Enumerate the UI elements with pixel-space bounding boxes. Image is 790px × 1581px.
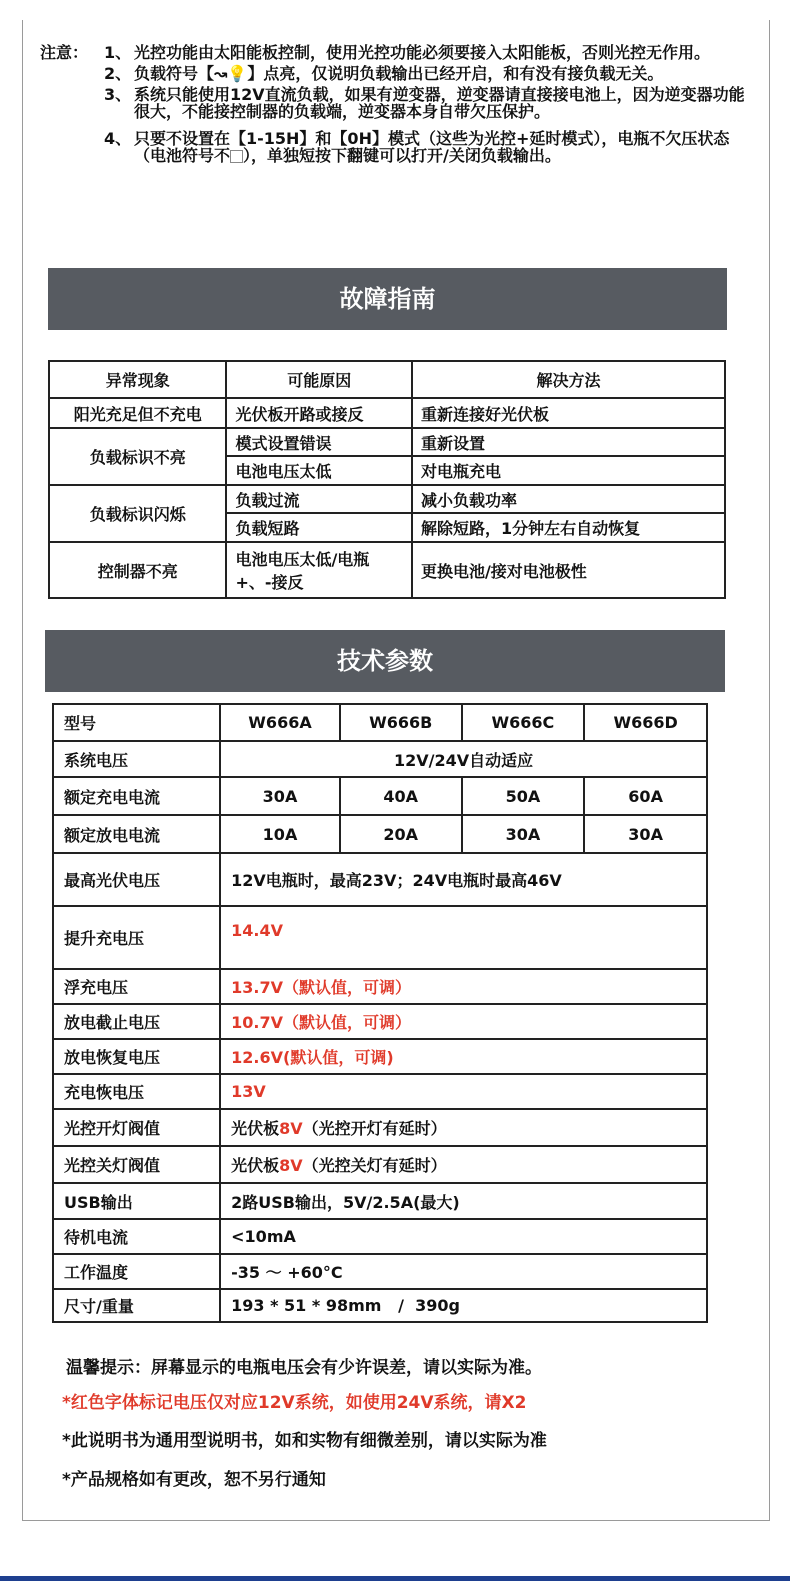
fix-cell: 解除短路，1分钟左右自动恢复 [412,513,725,542]
spec-value [220,1109,707,1146]
symptom-cell: 阳光充足但不充电 [49,398,226,428]
value-red: 8V [279,1119,303,1138]
symptom-cell: 负载标识不亮 [49,428,226,485]
spec-value: 40A [340,777,462,815]
spec-value: 13.7V（默认值，可调） [220,969,707,1004]
spec-value: 13V [220,1074,707,1109]
spec-value: 30A [462,815,585,853]
spec-label: 额定放电电流 [53,815,220,853]
spec-label: 光控关灯阀值 [53,1146,220,1183]
notes-lead: 注意： [40,43,89,62]
fault-guide-banner: 故障指南 [48,268,727,330]
specs-table [52,703,708,1323]
note-number: 3、 [104,85,132,104]
spec-label: 光控开灯阀值 [53,1109,220,1146]
value-text: （光控关灯有延时） [302,1156,447,1175]
spec-value: 12V/24V自动适应 [220,741,707,777]
footer-note-change: *产品规格如有更改，恕不另行通知 [62,1470,326,1490]
table-row [53,853,707,906]
fix-cell: 减小负载功率 [412,485,725,513]
cause-cell: 负载短路 [226,513,412,542]
table-row [53,969,707,1004]
note-1 [40,44,760,61]
footer-note-general: *此说明书为通用型说明书，如和实物有细微差别，请以实际为准 [62,1431,547,1451]
spec-label: 额定充电电流 [53,777,220,815]
spec-value: 12.6V(默认值，可调) [220,1039,707,1074]
table-row [49,542,725,598]
spec-value: 14.4V [220,906,707,969]
fix-cell: 重新设置 [412,428,725,456]
spec-value: 30A [584,815,707,853]
value-text: 光伏板 [231,1156,280,1175]
spec-label: 待机电流 [53,1219,220,1254]
notes-section [40,44,760,168]
table-row [53,1183,707,1219]
spec-value: -35 ～ +60°C [220,1254,707,1289]
spec-value: 2路USB输出，5V/2.5A(最大) [220,1183,707,1219]
load-bulb-icon: ↝💡 [214,64,248,83]
table-row [49,485,725,513]
spec-label: 提升充电压 [53,906,220,969]
spec-label: 系统电压 [53,741,220,777]
table-row [53,815,707,853]
table-row [49,398,725,428]
spec-value: 50A [462,777,585,815]
value-red: 8V [279,1156,303,1175]
table-row [53,1109,707,1146]
footer-tip: 温馨提示：屏幕显示的电瓶电压会有少许误差，请以实际为准。 [66,1358,542,1378]
table-row [53,1039,707,1074]
spec-value: 20A [340,815,462,853]
specs-banner: 技术参数 [45,630,725,692]
spec-label: USB输出 [53,1183,220,1219]
fix-cell: 重新连接好光伏板 [412,398,725,428]
spec-value: <10mA [220,1219,707,1254]
note-2 [40,65,760,82]
cause-cell: 负载过流 [226,485,412,513]
cause-cell: 电池电压太低 [226,456,412,485]
table-header-row [49,361,725,398]
table-row [53,1074,707,1109]
table-row-model [53,704,707,741]
model-cell: W666B [340,704,462,741]
value-text: （光控开灯有延时） [302,1119,447,1138]
spec-label: 型号 [53,704,220,741]
symptom-cell: 负载标识闪烁 [49,485,226,542]
note-text: 只要不设置在【1-15H】和【0H】模式（这些为光控+延时模式），电瓶不欠压状态（电池符号不 [134,129,730,165]
spec-label: 最高光伏电压 [53,853,220,906]
cause-cell: 电池电压太低/电瓶+、-接反 [226,542,412,598]
note-3 [40,86,760,120]
note-text: 】点亮，仅说明负载输出已经开启，和有没有接负载无关。 [247,64,664,83]
note-number: 4、 [104,129,132,148]
table-row [53,1254,707,1289]
spec-label: 放电恢复电压 [53,1039,220,1074]
header-cell: 解决方法 [412,361,725,398]
spec-value: 10A [220,815,340,853]
spec-label: 放电截止电压 [53,1004,220,1039]
spec-value: 60A [584,777,707,815]
table-row [49,428,725,456]
table-row [53,906,707,969]
spec-value: 30A [220,777,340,815]
cause-cell: 光伏板开路或接反 [226,398,412,428]
spec-value: 10.7V（默认值，可调） [220,1004,707,1039]
spec-value: 12V电瓶时，最高23V；24V电瓶时最高46V [220,853,707,906]
note-4 [40,130,760,164]
footer-red-note: *红色字体标记电压仅对应12V系统，如使用24V系统，请X2 [62,1393,527,1413]
bottom-decoration-strip [0,1576,790,1581]
table-row [53,1146,707,1183]
note-text: 系统只能使用12V直流负载，如果有逆变器，逆变器请直接接电池上，因为逆变器功能很大，不能接控制器的负载端，逆变器本身自带欠压保护。 [134,85,745,121]
model-cell: W666D [584,704,707,741]
table-row [53,1219,707,1254]
spec-label: 充电恢电压 [53,1074,220,1109]
cause-cell: 模式设置错误 [226,428,412,456]
fix-cell: 更换电池/接对电池极性 [412,542,725,598]
spec-value: 193 * 51 * 98mm / 390g [220,1289,707,1322]
note-text: 负载符号【 [134,64,215,83]
model-cell: W666C [462,704,585,741]
spec-value [220,1146,707,1183]
note-text: 光控功能由太阳能板控制，使用光控功能必须要接入太阳能板，否则光控无作用。 [134,43,711,62]
spec-label: 浮充电压 [53,969,220,1004]
table-row [53,741,707,777]
note-number: 2、 [104,64,132,83]
header-cell: 可能原因 [226,361,412,398]
table-row [53,1289,707,1322]
fault-guide-table [48,360,726,599]
note-number: 1、 [104,43,132,62]
battery-empty-icon [230,150,243,163]
spec-label: 尺寸/重量 [53,1289,220,1322]
symptom-cell: 控制器不亮 [49,542,226,598]
model-cell: W666A [220,704,340,741]
value-text: 光伏板 [231,1119,280,1138]
table-row [53,777,707,815]
spec-label: 工作温度 [53,1254,220,1289]
header-cell: 异常现象 [49,361,226,398]
table-row [53,1004,707,1039]
fix-cell: 对电瓶充电 [412,456,725,485]
note-text: ），单独短按下翻键可以打开/关闭负载输出。 [243,146,561,165]
